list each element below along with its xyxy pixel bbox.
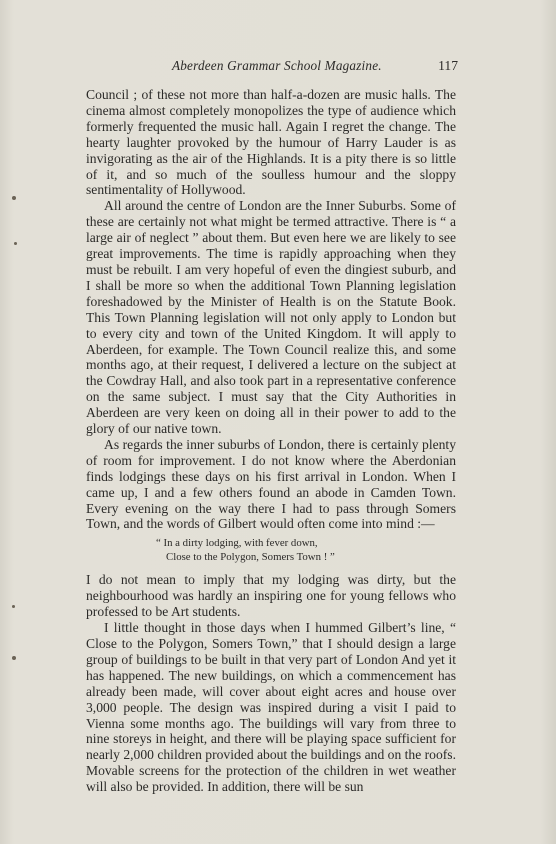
paper-speck: [12, 656, 16, 660]
page-number: 117: [438, 58, 458, 73]
paragraph: I do not mean to imply that my lodging was dirty, but the neighbourhood was hardly an inspiring one for young fellows who professed to be Art students.: [86, 572, 456, 620]
paragraph: All around the centre of London are the Inner Suburbs. Some of these are certainly not what might be termed attractive. There is “ a large air of neglect ” about them. But even here we are likely to see great improvements. The time is rapidly approaching when they must be rebuilt. I am very hopeful of even the dingiest suburb, and I shall be more so when the additional Town Planning legislation foreshadowed by the Minister of Health is on the Statute Book. This Town Planning legislation will not only apply to London but to every city and town of the United Kingdom. It will apply to Aberdeen, for example. The Town Council realize this, and some months ago, at their request, I delivered a lecture on the subject at the Cowdray Hall, and also took part in a representative conference on the same subject. I must say that the City Authorities in Aberdeen are very keen on doing all in their power to add to the glory of our native town.: [86, 198, 456, 437]
verse-quote: [86, 537, 456, 564]
paper-speck: [14, 242, 17, 245]
verse-line: “ In a dirty lodging, with fever down,: [156, 537, 318, 550]
paragraph: Council ; of these not more than half-a-dozen are music halls. The cinema almost completely monopolizes the type of audience which formerly frequented the music hall. Again I regret the change. The hearty laughter provoked by the humour of Harry Lauder is as invigorating as the air of the Highlands. It is a pity there is so little of it, and so much of the soulless humour and the sloppy sentimentality of Hollywood.: [86, 87, 456, 198]
header-title: Aberdeen Grammar School Magazine.: [172, 58, 382, 73]
verse-line: Close to the Polygon, Somers Town ! ”: [166, 550, 335, 563]
paper-speck: [12, 605, 15, 608]
paragraph: I little thought in those days when I hummed Gilbert’s line, “ Close to the Polygon, Somers Town,” that I should design a large group of buildings to be built in that very part of London And yet it has happened. The new buildings, on which a commencement has already been made, will cover about eight acres and house over 3,000 people. The design was inspired during a visit I paid to Vienna some months ago. The buildings will vary from three to nine storeys in height, and there will be playing space sufficient for nearly 2,000 children provided about the buildings and on the roofs. Movable screens for the protection of the children in wet weather will also be provided. In addition, there will be sun: [86, 620, 456, 795]
running-header: [86, 58, 458, 76]
article-body: [86, 87, 456, 795]
paper-speck: [12, 196, 16, 200]
paragraph: As regards the inner suburbs of London, there is certainly plenty of room for improvement. I do not know where the Aberdonian finds lodgings these days on his first arrival in London. When I came up, I and a few others found an abode in Camden Town. Every evening on the way there I had to pass through Somers Town, and the words of Gilbert would often come into mind :—: [86, 436, 456, 532]
